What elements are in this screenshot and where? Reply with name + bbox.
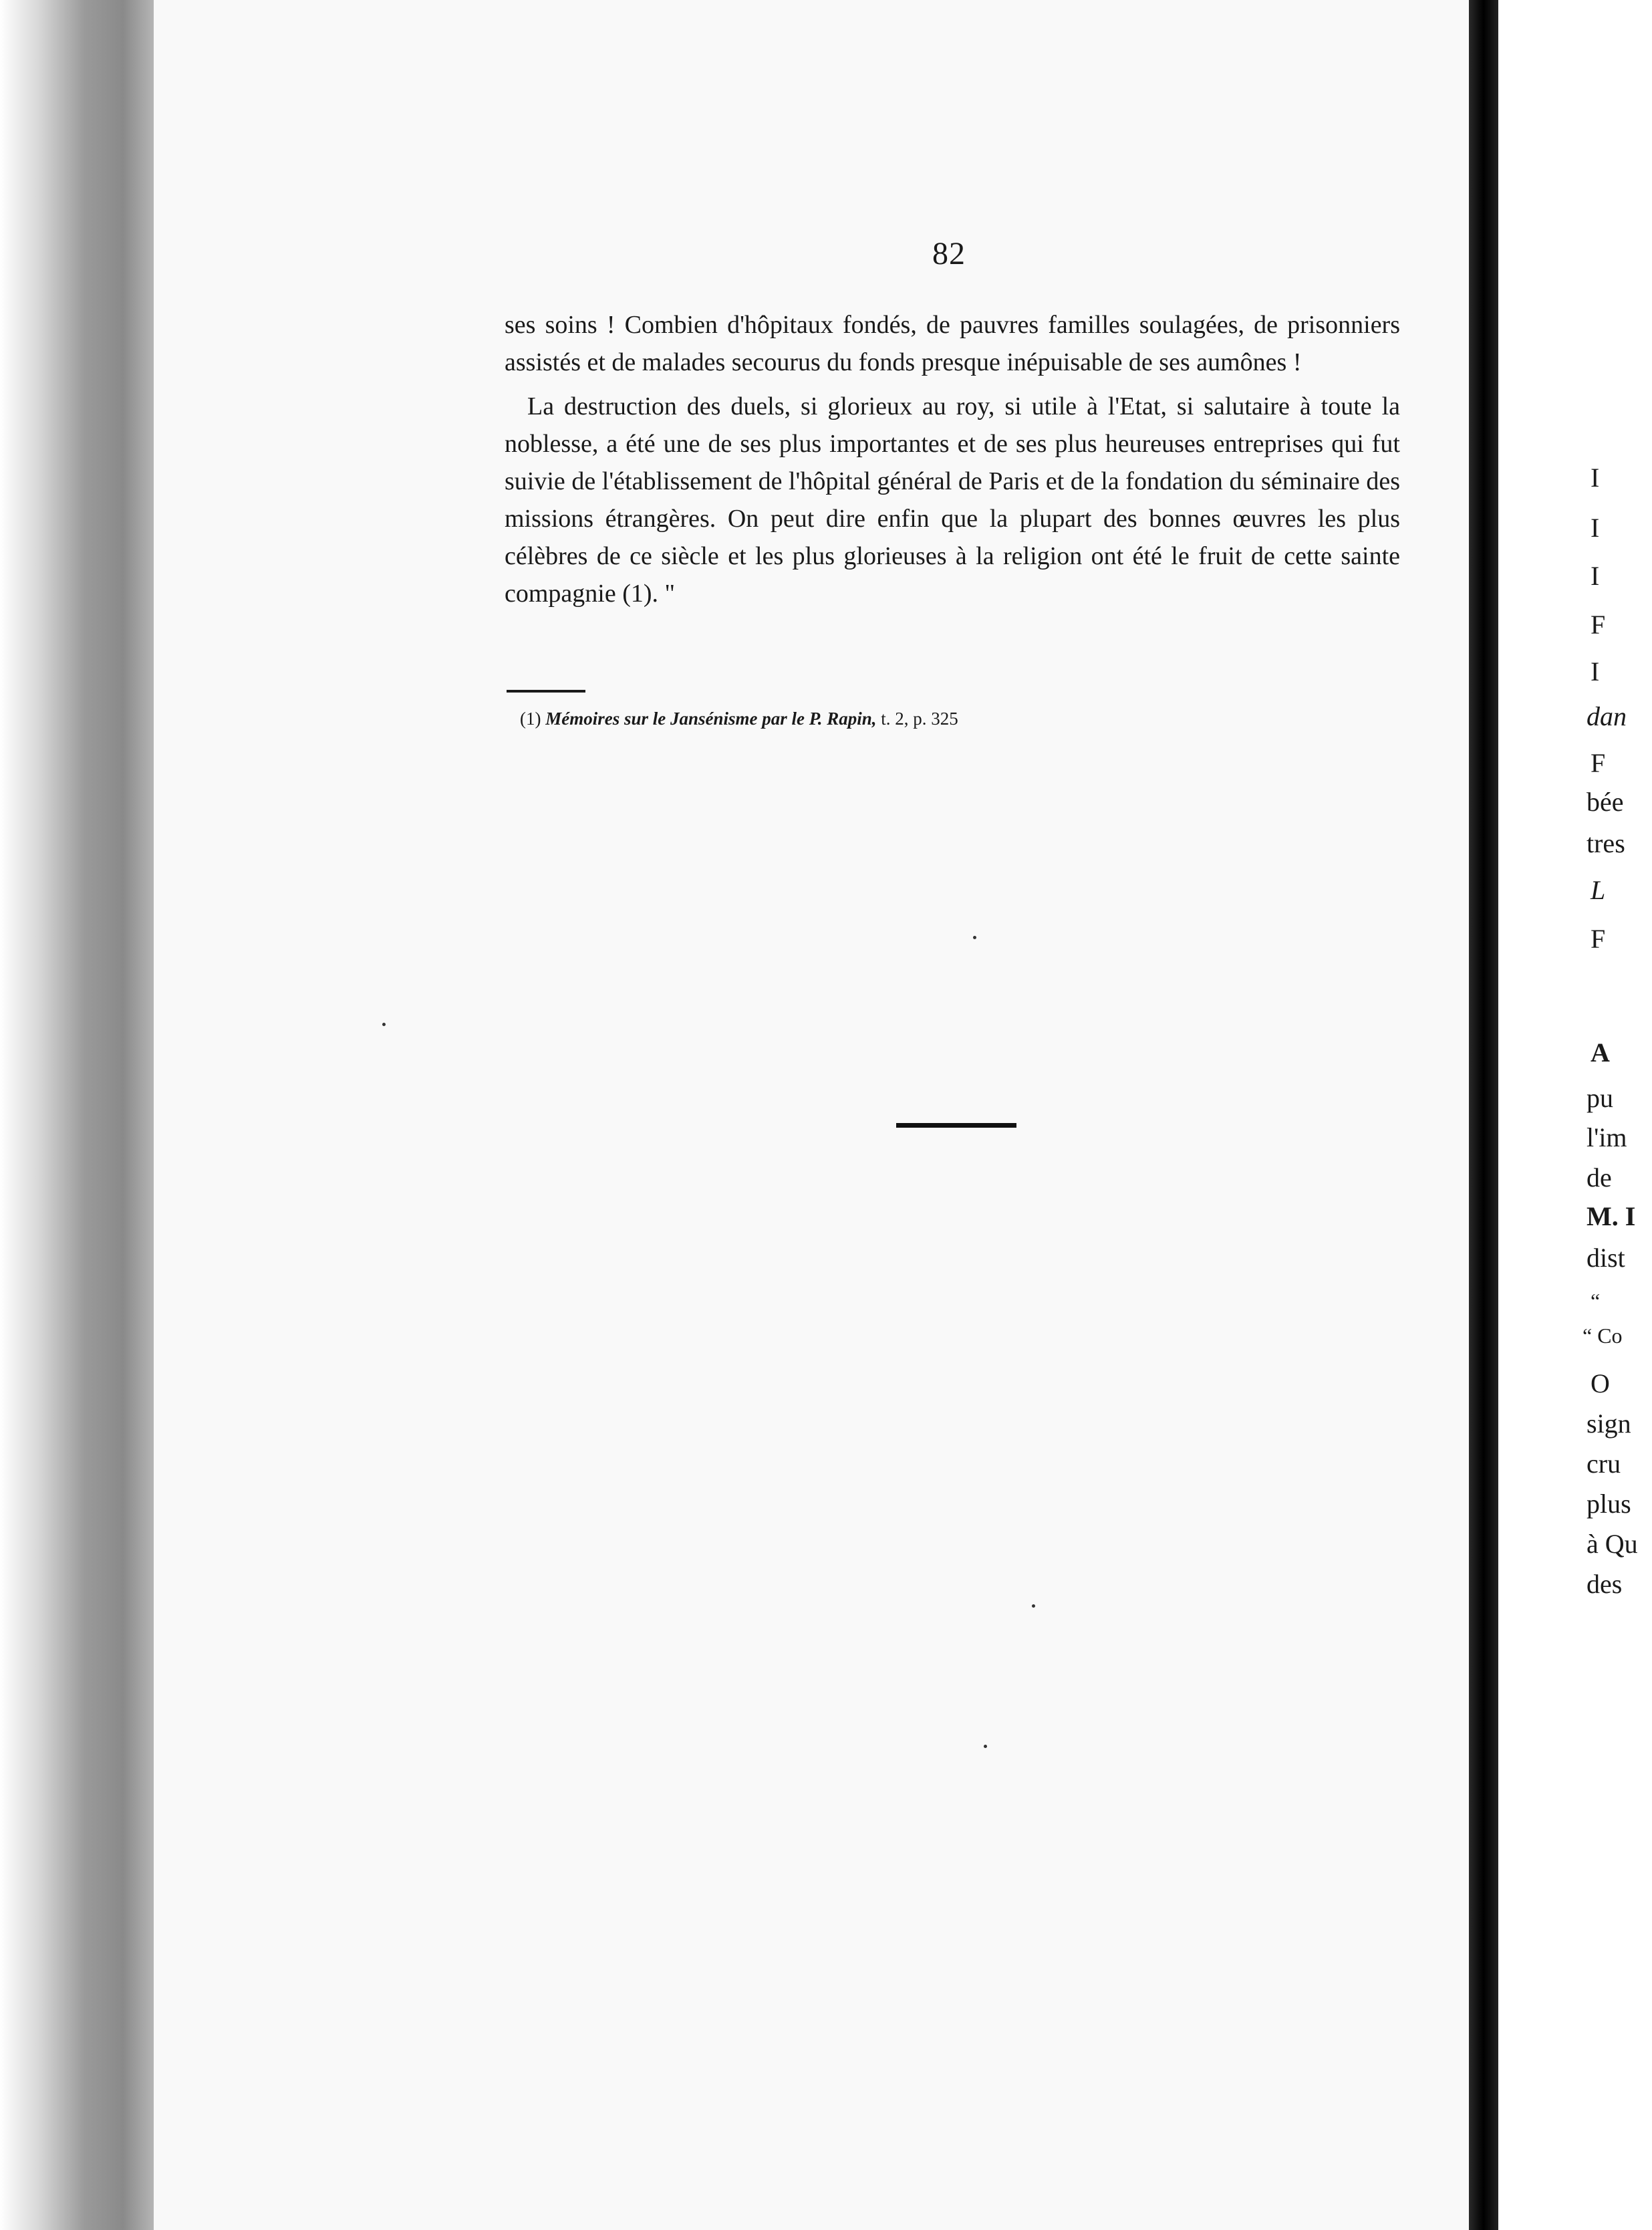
fragment: M. I <box>1587 1201 1636 1231</box>
footnote-title: Mémoires sur le Jansénisme par le P. Rapin, <box>545 709 877 729</box>
fragment: F <box>1591 924 1606 954</box>
fragment: tres <box>1587 828 1625 858</box>
paragraph: La destruction des duels, si glorieux au roy, si utile à l'Etat, si salutaire à toute la noblesse, a été une de ses plus importantes et de ses plus heureuses entreprises qui fut suivie de l'établissement de l'hôpital général de Paris et de la fondation du séminaire des missions étrangères. On peut dire enfin que la plupart des bonnes œuvres les plus célèbres de ce siècle et les plus glorieuses à la religion ont été le fruit de cette sainte compagnie (1). " <box>505 392 1400 608</box>
fragment: dist <box>1587 1243 1625 1273</box>
fragment: I <box>1591 561 1600 591</box>
book-gutter <box>0 0 154 2230</box>
fragment: O <box>1591 1368 1610 1398</box>
right-page-text <box>1582 0 1652 2230</box>
fragment: à Qu <box>1587 1529 1638 1559</box>
fragment: “ Co <box>1582 1324 1623 1348</box>
footnote-separator <box>507 690 585 693</box>
fragment: pu <box>1587 1083 1613 1113</box>
fragment: dan <box>1587 701 1627 731</box>
fragment: I <box>1591 463 1600 493</box>
book-spine <box>1469 0 1498 2230</box>
fragment: l'im <box>1587 1122 1627 1152</box>
fragment: L <box>1591 875 1606 905</box>
paper-speck <box>382 1023 386 1026</box>
paper-speck <box>984 1745 987 1748</box>
fragment: sign <box>1587 1408 1631 1439</box>
fragment: F <box>1591 748 1606 778</box>
page-number: 82 <box>932 236 966 271</box>
paper-speck <box>1032 1604 1035 1608</box>
fragment: F <box>1591 610 1606 640</box>
fragment: des <box>1587 1569 1623 1599</box>
paragraph: ses soins ! Combien d'hôpitaux fondés, de pauvres familles soulagées, de prisonniers assistés et de malades secourus du fonds presque inépuisable de ses aumônes ! <box>505 311 1400 376</box>
end-rule <box>896 1123 1016 1128</box>
fragment: plus <box>1587 1489 1631 1519</box>
fragment: “ <box>1591 1289 1601 1313</box>
fragment: bée <box>1587 787 1624 817</box>
footnote-marker: (1) <box>520 709 541 729</box>
fragment: cru <box>1587 1449 1621 1479</box>
fragment: A <box>1591 1037 1610 1068</box>
footnote <box>520 707 1188 731</box>
footnote-reference: t. 2, p. 325 <box>881 709 958 729</box>
fragment: de <box>1587 1162 1612 1193</box>
fragment: I <box>1591 513 1600 543</box>
fragment: I <box>1591 656 1600 687</box>
body-text <box>505 306 1400 619</box>
paper-speck <box>973 936 976 939</box>
